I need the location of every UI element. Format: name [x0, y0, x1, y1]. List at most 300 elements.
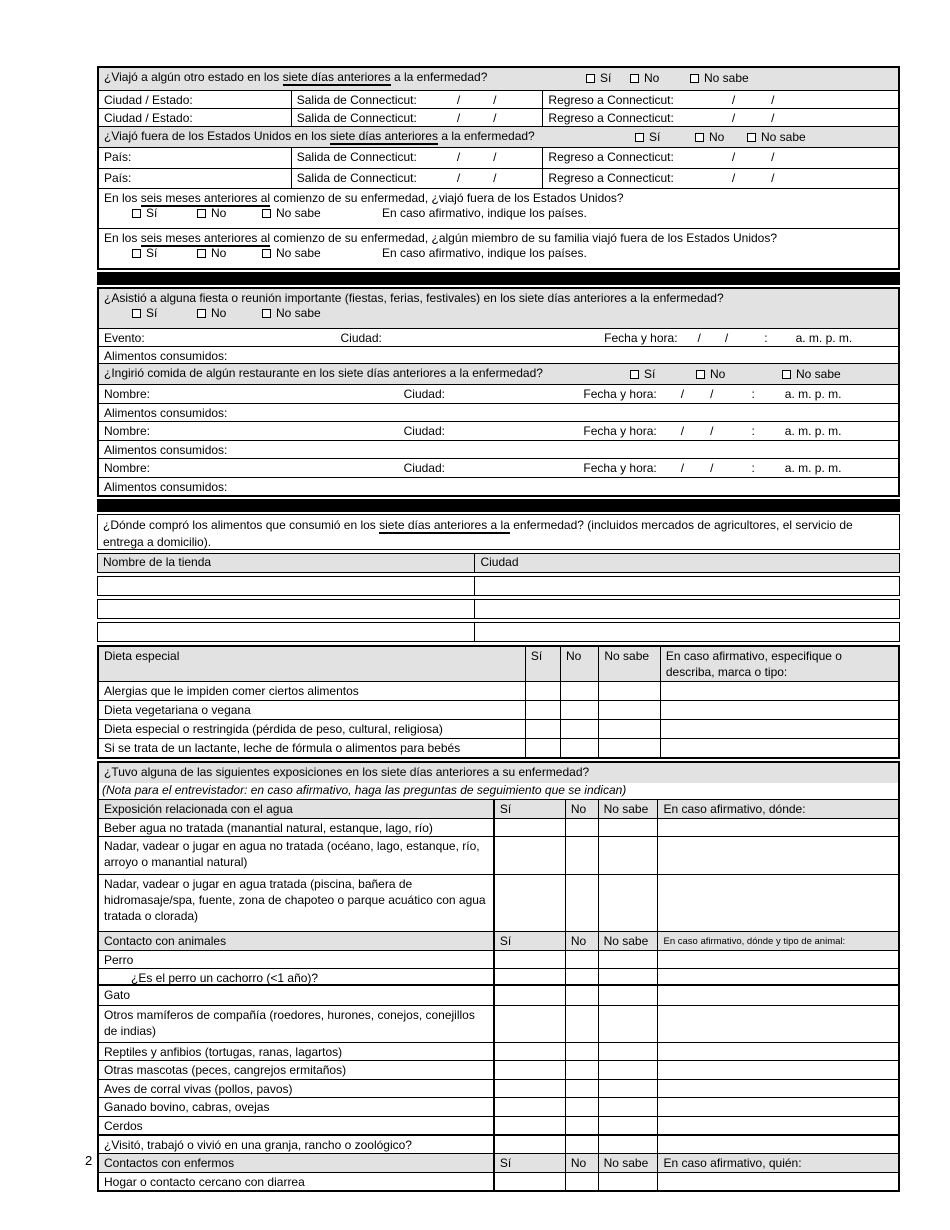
checkbox-nosabe-icon[interactable] [262, 309, 271, 318]
animals-header-label: Contacto con animales [99, 932, 493, 950]
time-colon: : [751, 424, 755, 438]
yes-cell[interactable] [493, 1136, 565, 1153]
checkbox-si-icon[interactable] [132, 249, 141, 258]
water-row-label: Nadar, vadear o jugar en agua tratada (piscina, bañera de hidromasaje/spa, fuente, zona de chapoteo o parque acuático con agua tratada o clorada) [104, 877, 486, 923]
animal-row [99, 968, 898, 986]
detail-cell[interactable] [657, 1043, 898, 1060]
no-cell[interactable] [565, 1173, 598, 1190]
option-nosabe-label: No sabe [276, 206, 321, 220]
option-nosabe [690, 71, 749, 85]
no-cell[interactable] [560, 720, 598, 738]
date-slash: / [771, 93, 775, 107]
date-slash: / [493, 93, 497, 107]
date-slash: / [456, 93, 461, 107]
foods-consumed-row [99, 403, 898, 421]
diet-header-detail: En caso afirmativo, especifique o describa, marca o tipo: [660, 647, 898, 681]
section-divider-bar [97, 272, 900, 285]
date-slash: / [710, 461, 714, 475]
foods-consumed-field[interactable]: Alimentos consumidos: [104, 480, 228, 494]
water-header-yes: Sí [493, 800, 565, 818]
detail-cell[interactable] [660, 739, 898, 757]
option-yes [132, 206, 157, 220]
option-no [197, 246, 226, 260]
restaurant-city-field[interactable]: Ciudad: [403, 461, 445, 475]
country-travel-row [99, 147, 898, 168]
animals-header-detail: En caso afirmativo, dónde y tipo de animal: [657, 932, 898, 950]
detail-cell[interactable] [657, 1061, 898, 1079]
event-city-field[interactable]: Ciudad: [340, 331, 382, 345]
country-field[interactable]: País: [104, 171, 132, 185]
option-no-label: No [211, 246, 227, 260]
checkbox-si-icon[interactable] [132, 209, 141, 218]
detail-cell[interactable] [660, 720, 898, 738]
restaurant-name-field[interactable]: Nombre: [104, 461, 151, 475]
restaurant-row [99, 421, 898, 440]
diet-header-yes: Sí [525, 647, 560, 681]
option-nosabe [262, 206, 321, 220]
yes-cell[interactable] [493, 951, 565, 968]
date-slash: / [771, 150, 775, 164]
no-cell[interactable] [565, 1061, 598, 1079]
section-divider-bar [97, 499, 900, 512]
date-slash: / [493, 171, 497, 185]
water-header-row [99, 799, 898, 818]
return-label: Regreso a Connecticut: [548, 150, 674, 164]
checkbox-si-icon[interactable] [630, 370, 639, 379]
country-travel-row [99, 168, 898, 188]
nosabe-cell[interactable] [598, 739, 660, 757]
checkbox-nosabe-icon[interactable] [262, 249, 271, 258]
question-other-state-text: ¿Viajó a algún otro estado en los siete días anteriores a la enfermedad? [104, 70, 488, 84]
return-field[interactable] [542, 109, 898, 126]
interviewer-note: (Nota para el entrevistador: en caso afirmativo, haga las preguntas de seguimiento que se indican) [102, 783, 627, 797]
detail-cell[interactable] [657, 1080, 898, 1097]
yes-cell[interactable] [525, 701, 560, 719]
date-slash: / [731, 171, 736, 185]
nosabe-cell[interactable] [598, 951, 658, 968]
yes-cell[interactable] [493, 837, 565, 874]
nosabe-cell[interactable] [598, 1136, 658, 1153]
nosabe-cell[interactable] [598, 819, 658, 836]
animal-row-label: ¿Es el perro un cachorro (<1 año)? [131, 971, 319, 985]
store-name-field[interactable] [98, 623, 474, 641]
option-nosabe-label: No sabe [796, 367, 841, 381]
diet-section [97, 645, 900, 759]
yes-cell[interactable] [525, 720, 560, 738]
no-cell[interactable] [565, 837, 598, 874]
option-no [630, 71, 659, 85]
diet-header-label: Dieta especial [99, 647, 525, 681]
datetime-label: Fecha y hora: [583, 424, 657, 438]
nosabe-cell[interactable] [598, 969, 658, 984]
animal-row [99, 1097, 898, 1116]
checkbox-si-icon[interactable] [635, 133, 644, 142]
foods-consumed-row [99, 477, 898, 495]
date-slash: / [680, 461, 685, 475]
option-nosabe-label: No sabe [761, 130, 806, 144]
option-yes-label: Sí [644, 367, 656, 381]
animal-row [99, 1042, 898, 1060]
option-no-label: No [644, 71, 660, 85]
departure-field[interactable] [291, 109, 543, 126]
departure-label: Salida de Connecticut: [296, 171, 417, 185]
option-yes [586, 71, 611, 85]
yes-cell[interactable] [493, 1080, 565, 1097]
restaurant-row [99, 384, 898, 403]
detail-cell[interactable] [657, 1173, 898, 1190]
yes-cell[interactable] [525, 682, 560, 700]
no-cell[interactable] [565, 819, 598, 836]
option-yes-label: Sí [146, 206, 158, 220]
nosabe-cell[interactable] [598, 1098, 658, 1116]
sick-row [99, 1172, 898, 1190]
animal-row [99, 950, 898, 968]
diet-header-no: No [560, 647, 598, 681]
event-field[interactable]: Evento: [104, 331, 145, 345]
diet-row-label: Dieta vegetariana o vegana [104, 703, 251, 717]
detail-cell[interactable] [657, 819, 898, 836]
option-nosabe-label: No sabe [704, 71, 749, 85]
detail-cell[interactable] [657, 969, 898, 984]
option-nosabe [262, 306, 321, 320]
sick-header-yes: Sí [493, 1154, 565, 1172]
animal-row-label: Otras mascotas (peces, cangrejos ermitaños) [104, 1063, 347, 1077]
time-colon: : [764, 331, 768, 345]
no-cell[interactable] [560, 682, 598, 700]
option-nosabe [782, 367, 841, 381]
no-cell[interactable] [565, 1043, 598, 1060]
nosabe-cell[interactable] [598, 1061, 658, 1079]
checkbox-no-icon[interactable] [197, 209, 206, 218]
restaurant-datetime-field[interactable] [578, 459, 898, 477]
checkbox-nosabe-icon[interactable] [782, 370, 791, 379]
water-row-label: Nadar, vadear o jugar en agua no tratada (océano, lago, estanque, río, arroyo o manantial natural) [104, 839, 480, 869]
diet-row [99, 719, 898, 738]
water-header-detail: En caso afirmativo, dónde: [657, 800, 898, 818]
departure-field[interactable] [291, 91, 543, 108]
nosabe-cell[interactable] [598, 837, 658, 874]
foods-consumed-field[interactable]: Alimentos consumidos: [104, 406, 228, 420]
travel-section [97, 66, 900, 270]
store-row [97, 576, 900, 596]
option-no-label: No [211, 306, 227, 320]
animal-row [99, 1116, 898, 1134]
yes-cell[interactable] [525, 739, 560, 757]
option-nosabe [747, 130, 806, 144]
country-field[interactable]: País: [104, 150, 132, 164]
exposures-section [97, 761, 900, 1192]
datetime-label: Fecha y hora: [604, 331, 678, 345]
no-cell[interactable] [565, 986, 598, 1005]
restaurant-city-field[interactable]: Ciudad: [403, 424, 445, 438]
option-yes-label: Sí [600, 71, 612, 85]
detail-cell[interactable] [657, 1117, 898, 1134]
yes-cell[interactable] [493, 986, 565, 1005]
restaurant-row [99, 458, 898, 477]
checkbox-nosabe-icon[interactable] [262, 209, 271, 218]
option-no [197, 206, 226, 220]
question-six-months-family-text: En los seis meses anteriores al comienzo de su enfermedad, ¿algún miembro de su familia viajó fuera de los Estados Unidos? [104, 231, 778, 245]
date-slash: / [771, 171, 775, 185]
checkbox-no-icon[interactable] [696, 370, 705, 379]
detail-cell[interactable] [657, 1136, 898, 1153]
ampm-label: a. m. p. m. [784, 387, 842, 401]
question-gathering [99, 289, 898, 328]
nosabe-cell[interactable] [598, 701, 660, 719]
date-slash: / [456, 150, 461, 164]
animals-header-nosabe: No sabe [598, 932, 658, 950]
water-row-label: Beber agua no tratada (manantial natural, estanque, lago, río) [104, 821, 433, 835]
animals-header-row [99, 931, 898, 950]
option-no [696, 367, 725, 381]
return-label: Regreso a Connecticut: [548, 111, 674, 125]
sick-row-label: Hogar o contacto cercano con diarrea [104, 1175, 305, 1189]
time-colon: : [751, 387, 755, 401]
return-label: Regreso a Connecticut: [548, 171, 674, 185]
no-cell[interactable] [565, 1080, 598, 1097]
water-header-nosabe: No sabe [598, 800, 658, 818]
datetime-label: Fecha y hora: [583, 461, 657, 475]
yes-cell[interactable] [493, 1173, 565, 1190]
store-city-field[interactable] [474, 600, 899, 618]
question-restaurant-text: ¿Ingirió comida de algún restaurante en los siete días anteriores a la enfermedad? [104, 366, 543, 380]
stores-header-row [97, 553, 900, 573]
detail-cell[interactable] [657, 1098, 898, 1116]
nosabe-cell[interactable] [598, 1080, 658, 1097]
sick-header-nosabe: No sabe [598, 1154, 658, 1172]
animal-row-label: Perro [104, 953, 134, 967]
animal-row [99, 1005, 898, 1042]
option-yes [132, 246, 157, 260]
option-yes-label: Sí [146, 246, 158, 260]
no-cell[interactable] [565, 1117, 598, 1134]
return-field[interactable] [542, 91, 898, 108]
date-slash: / [710, 424, 714, 438]
return-label: Regreso a Connecticut: [548, 93, 674, 107]
date-slash: / [493, 111, 497, 125]
followup-countries: En caso afirmativo, indique los países. [382, 246, 587, 260]
detail-cell[interactable] [660, 701, 898, 719]
animal-row [99, 1079, 898, 1097]
no-cell[interactable] [565, 875, 598, 931]
animal-row-label: Reptiles y anfibios (tortugas, ranas, lagartos) [104, 1045, 343, 1059]
yes-cell[interactable] [493, 819, 565, 836]
store-city-field[interactable] [474, 577, 899, 595]
option-yes [132, 306, 157, 320]
checkbox-no-icon[interactable] [630, 74, 639, 83]
no-cell[interactable] [565, 969, 598, 984]
form-content [97, 66, 900, 1192]
water-header-no: No [565, 800, 598, 818]
store-city-field[interactable] [474, 623, 899, 641]
date-slash: / [710, 387, 714, 401]
animal-row-label: Cerdos [104, 1119, 143, 1133]
foods-consumed-field[interactable]: Alimentos consumidos: [104, 349, 228, 363]
animal-row-label: Otros mamíferos de compañía (roedores, hurones, conejos, conejillos de indias) [104, 1008, 475, 1038]
restaurant-name-field[interactable]: Nombre: [104, 424, 151, 438]
store-city-header: Ciudad [474, 554, 899, 572]
diet-row [99, 700, 898, 719]
nosabe-cell[interactable] [598, 875, 658, 931]
store-name-header: Nombre de la tienda [103, 555, 212, 569]
question-restaurant [99, 363, 898, 384]
yes-cell[interactable] [493, 1043, 565, 1060]
departure-label: Salida de Connecticut: [296, 111, 417, 125]
nosabe-cell[interactable] [598, 1117, 658, 1134]
yes-cell[interactable] [493, 1061, 565, 1079]
detail-cell[interactable] [657, 951, 898, 968]
restaurant-datetime-field[interactable] [578, 422, 898, 440]
detail-cell[interactable] [657, 875, 898, 931]
question-six-months-family [99, 228, 898, 268]
question-gathering-text: ¿Asistió a alguna fiesta o reunión importante (fiestas, ferias, festivales) en los siete días anteriores a la enfermedad? [104, 291, 724, 305]
nosabe-cell[interactable] [598, 1006, 658, 1042]
events-section [97, 287, 900, 497]
option-no-label: No [211, 206, 227, 220]
restaurant-name-field[interactable]: Nombre: [104, 387, 151, 401]
diet-row [99, 681, 898, 700]
date-slash: / [731, 111, 736, 125]
restaurant-datetime-field[interactable] [578, 385, 898, 403]
no-cell[interactable] [565, 1098, 598, 1116]
no-cell[interactable] [560, 739, 598, 757]
date-slash: / [771, 111, 775, 125]
question-six-months-self-text: En los seis meses anteriores al comienzo de su enfermedad, ¿viajó fuera de los Estados Unidos? [104, 191, 624, 205]
departure-label: Salida de Connecticut: [296, 93, 417, 107]
diet-row-label: Si se trata de un lactante, leche de fórmula o alimentos para bebés [104, 741, 461, 755]
option-nosabe-label: No sabe [276, 246, 321, 260]
followup-countries: En caso afirmativo, indique los países. [382, 206, 587, 220]
date-slash: / [724, 331, 729, 345]
option-no-label: No [709, 130, 725, 144]
option-no [695, 130, 724, 144]
checkbox-si-icon[interactable] [586, 74, 595, 83]
date-slash: / [456, 111, 461, 125]
animal-row [99, 1134, 898, 1153]
restaurant-city-field[interactable]: Ciudad: [403, 387, 445, 401]
animals-header-no: No [565, 932, 598, 950]
store-name-field[interactable] [98, 600, 474, 618]
date-slash: / [697, 331, 701, 345]
no-cell[interactable] [565, 951, 598, 968]
checkbox-no-icon[interactable] [197, 249, 206, 258]
nosabe-cell[interactable] [598, 986, 658, 1005]
water-row [99, 874, 898, 931]
question-exposures-text: ¿Tuvo alguna de las siguientes exposiciones en los siete días anteriores a su enfermedad? [104, 765, 590, 779]
city-state-field[interactable]: Ciudad / Estado: [104, 93, 193, 107]
sick-header-label: Contactos con enfermos [99, 1154, 493, 1172]
detail-cell[interactable] [657, 986, 898, 1005]
question-other-state [99, 68, 898, 90]
checkbox-nosabe-icon[interactable] [690, 74, 699, 83]
time-colon: : [751, 461, 755, 475]
water-row [99, 818, 898, 836]
foods-consumed-field[interactable]: Alimentos consumidos: [104, 443, 228, 457]
state-travel-row [99, 108, 898, 126]
no-cell[interactable] [565, 1136, 598, 1153]
yes-cell[interactable] [493, 875, 565, 931]
water-row [99, 836, 898, 874]
diet-row-label: Dieta especial o restringida (pérdida de peso, cultural, religiosa) [104, 722, 443, 736]
sick-header-no: No [565, 1154, 598, 1172]
yes-cell[interactable] [493, 969, 565, 984]
store-row [97, 622, 900, 642]
date-slash: / [731, 150, 736, 164]
nosabe-cell[interactable] [598, 682, 660, 700]
checkbox-no-icon[interactable] [695, 133, 704, 142]
ampm-label: a. m. p. m. [795, 331, 853, 345]
question-stores: ¿Dónde compró los alimentos que consumió en los siete días anteriores a la enfermedad? (incluidos mercados de agricultores, el servicio de entrega a domicilio). [97, 514, 900, 550]
water-header-label: Exposición relacionada con el agua [99, 800, 493, 818]
yes-cell[interactable] [493, 1098, 565, 1116]
animal-row [99, 986, 898, 1005]
option-no-label: No [710, 367, 726, 381]
datetime-label: Fecha y hora: [583, 387, 657, 401]
detail-cell[interactable] [657, 1006, 898, 1042]
diet-header-nosabe: No sabe [598, 647, 660, 681]
event-datetime-field[interactable] [599, 329, 898, 346]
event-row [99, 328, 898, 346]
nosabe-cell[interactable] [598, 1043, 658, 1060]
animal-row-label: Aves de corral vivas (pollos, pavos) [104, 1082, 293, 1096]
checkbox-no-icon[interactable] [197, 309, 206, 318]
city-state-field[interactable]: Ciudad / Estado: [104, 111, 193, 125]
question-exposures [99, 763, 898, 783]
return-field[interactable] [542, 148, 898, 168]
animal-row-label: ¿Visitó, trabajó o vivió en una granja, rancho o zoológico? [104, 1138, 412, 1152]
departure-field[interactable] [291, 148, 543, 168]
option-yes [635, 130, 660, 144]
option-nosabe [262, 246, 321, 260]
yes-cell[interactable] [493, 1006, 565, 1042]
foods-consumed-row [99, 346, 898, 363]
diet-header-row [99, 647, 898, 681]
detail-cell[interactable] [657, 837, 898, 874]
date-slash: / [456, 171, 461, 185]
state-travel-row [99, 90, 898, 108]
date-slash: / [680, 387, 685, 401]
return-field[interactable] [542, 169, 898, 188]
no-cell[interactable] [560, 701, 598, 719]
sick-header-row [99, 1153, 898, 1172]
ampm-label: a. m. p. m. [784, 461, 842, 475]
option-yes-label: Sí [146, 306, 158, 320]
no-cell[interactable] [565, 1006, 598, 1042]
nosabe-cell[interactable] [598, 1173, 658, 1190]
option-yes [630, 367, 655, 381]
ampm-label: a. m. p. m. [784, 424, 842, 438]
animals-header-yes: Sí [493, 932, 565, 950]
departure-field[interactable] [291, 169, 543, 188]
date-slash: / [731, 93, 736, 107]
option-no [197, 306, 226, 320]
nosabe-cell[interactable] [598, 720, 660, 738]
question-six-months-self [99, 188, 898, 228]
diet-row-label: Alergias que le impiden comer ciertos alimentos [104, 684, 359, 698]
date-slash: / [680, 424, 685, 438]
checkbox-si-icon[interactable] [132, 309, 141, 318]
animal-row-label: Gato [104, 988, 131, 1002]
question-outside-us-text: ¿Viajó fuera de los Estados Unidos en los siete días anteriores a la enfermedad? [104, 129, 535, 143]
date-slash: / [493, 150, 497, 164]
page-number: 2 [85, 1153, 93, 1168]
store-row [97, 599, 900, 619]
store-name-field[interactable] [98, 577, 474, 595]
yes-cell[interactable] [493, 1117, 565, 1134]
checkbox-nosabe-icon[interactable] [747, 133, 756, 142]
diet-row [99, 738, 898, 757]
detail-cell[interactable] [660, 682, 898, 700]
